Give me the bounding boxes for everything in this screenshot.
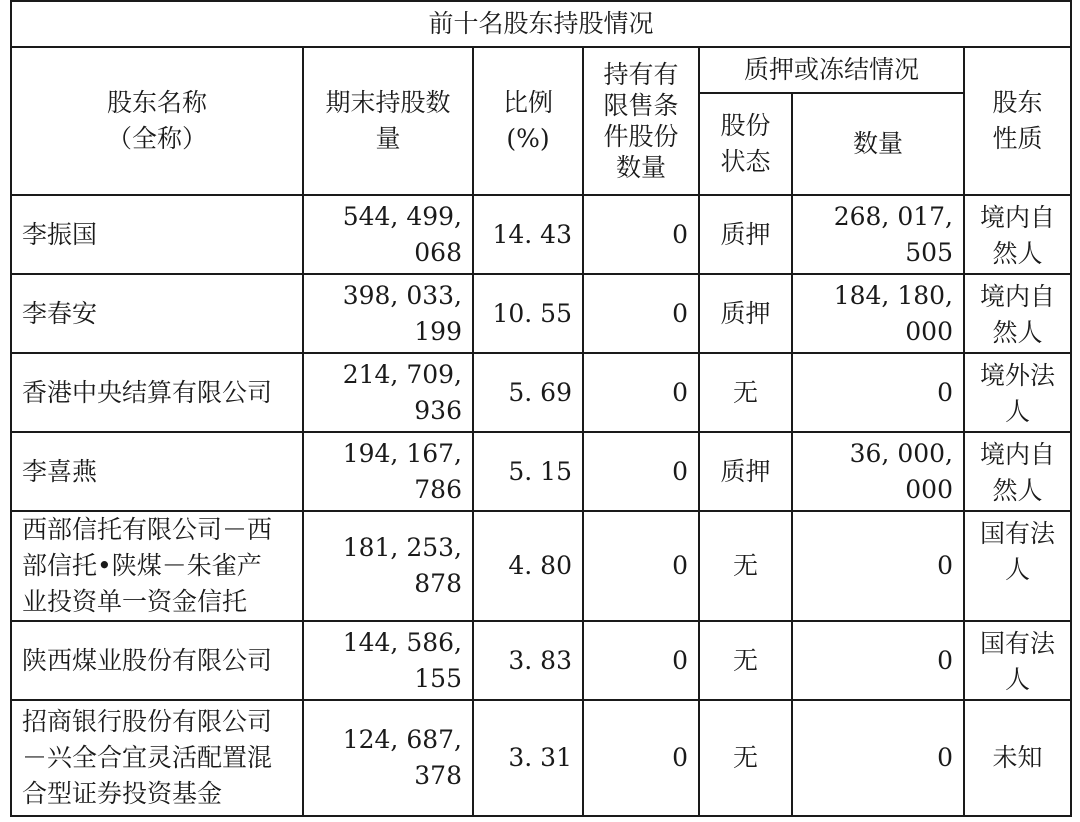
cell-shareholder-nature: 国有法 人	[964, 621, 1071, 700]
cell-ratio: 14. 43	[473, 195, 583, 274]
cell-shares-held: 194, 167, 786	[303, 432, 473, 511]
cell-pledge-quantity: 0	[792, 621, 964, 700]
cell-pledge-status: 无	[699, 511, 792, 621]
header-restricted-shares: 持有有 限售条 件股份 数量	[583, 47, 699, 195]
table-row	[11, 432, 1071, 511]
table-row	[11, 700, 1071, 816]
cell-shareholder-name: 李振国	[11, 195, 303, 274]
cell-shareholder-name: 陕西煤业股份有限公司	[11, 621, 303, 700]
cell-restricted-shares: 0	[583, 274, 699, 353]
cell-pledge-quantity: 0	[792, 353, 964, 432]
cell-shareholder-name: 西部信托有限公司－西 部信托•陕煤－朱雀产 业投资单一资金信托	[11, 511, 303, 621]
table-row	[11, 511, 1071, 621]
table-row	[11, 274, 1071, 353]
cell-restricted-shares: 0	[583, 353, 699, 432]
cell-ratio: 3. 83	[473, 621, 583, 700]
cell-pledge-status: 无	[699, 353, 792, 432]
header-ratio: 比例 (%)	[473, 47, 583, 195]
cell-shareholder-nature: 境外法 人	[964, 353, 1071, 432]
header-pledge-quantity: 数量	[792, 93, 964, 195]
header-shareholder-nature: 股东 性质	[964, 47, 1071, 195]
cell-pledge-quantity: 0	[792, 511, 964, 621]
cell-restricted-shares: 0	[583, 621, 699, 700]
cell-shareholder-name: 招商银行股份有限公司 －兴全合宜灵活配置混 合型证券投资基金	[11, 700, 303, 816]
cell-shareholder-nature: 境内自 然人	[964, 274, 1071, 353]
cell-ratio: 5. 15	[473, 432, 583, 511]
table-body	[11, 195, 1071, 816]
cell-pledge-status: 质押	[699, 432, 792, 511]
cell-ratio: 10. 55	[473, 274, 583, 353]
cell-shares-held: 124, 687, 378	[303, 700, 473, 816]
table-row	[11, 353, 1071, 432]
header-shares-held: 期末持股数 量	[303, 47, 473, 195]
cell-shares-held: 398, 033, 199	[303, 274, 473, 353]
cell-shareholder-nature: 境内自 然人	[964, 432, 1071, 511]
cell-shares-held: 544, 499, 068	[303, 195, 473, 274]
cell-restricted-shares: 0	[583, 511, 699, 621]
cell-pledge-quantity: 0	[792, 700, 964, 816]
cell-shares-held: 214, 709, 936	[303, 353, 473, 432]
table-row	[11, 621, 1071, 700]
cell-restricted-shares: 0	[583, 700, 699, 816]
cell-ratio: 5. 69	[473, 353, 583, 432]
cell-shareholder-name: 李喜燕	[11, 432, 303, 511]
table-title: 前十名股东持股情况	[11, 1, 1071, 47]
cell-shares-held: 144, 586, 155	[303, 621, 473, 700]
cell-shareholder-name: 李春安	[11, 274, 303, 353]
table-row	[11, 195, 1071, 274]
header-pledge-group: 质押或冻结情况	[699, 47, 964, 93]
header-shareholder-name: 股东名称 （全称）	[11, 47, 303, 195]
cell-shareholder-nature: 境内自 然人	[964, 195, 1071, 274]
cell-pledge-status: 质押	[699, 195, 792, 274]
cell-ratio: 4. 80	[473, 511, 583, 621]
cell-shareholder-name: 香港中央结算有限公司	[11, 353, 303, 432]
cell-ratio: 3. 31	[473, 700, 583, 816]
cell-shareholder-nature: 未知	[964, 700, 1071, 816]
cell-pledge-status: 无	[699, 700, 792, 816]
cell-pledge-quantity: 268, 017, 505	[792, 195, 964, 274]
cell-pledge-quantity: 36, 000, 000	[792, 432, 964, 511]
cell-pledge-status: 质押	[699, 274, 792, 353]
cell-restricted-shares: 0	[583, 432, 699, 511]
cell-shares-held: 181, 253, 878	[303, 511, 473, 621]
header-pledge-status: 股份 状态	[699, 93, 792, 195]
cell-pledge-status: 无	[699, 621, 792, 700]
cell-pledge-quantity: 184, 180, 000	[792, 274, 964, 353]
shareholder-table	[10, 0, 1072, 817]
cell-restricted-shares: 0	[583, 195, 699, 274]
cell-shareholder-nature: 国有法 人	[964, 511, 1071, 621]
